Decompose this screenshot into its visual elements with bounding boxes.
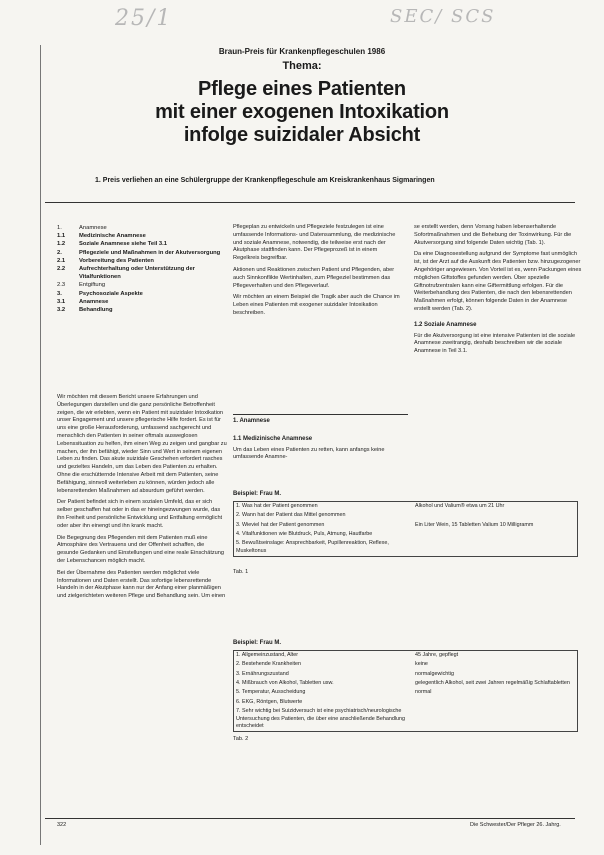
table-row: 6. EKG, Röntgen, Blutwerte bbox=[236, 698, 303, 705]
table-label: Tab. 1 bbox=[233, 569, 249, 576]
toc-item: 1. Anamnese bbox=[57, 225, 107, 231]
title-line-1: Pflege eines Patienten bbox=[198, 78, 406, 100]
section-heading: 1.2 Soziale Anamnese bbox=[414, 321, 477, 328]
toc-item: 3. Psychosoziale Aspekte bbox=[57, 290, 143, 297]
column-3-body bbox=[414, 224, 584, 360]
paragraph: Wir möchten mit diesem Bericht unsere Erfahrungen und Überlegungen darstellen und die ganz persönliche Betroffenheit zeigen, die wir erlebten, wenn ein Patient mit suizidaler Intoxikation unser Engagement und unsere pflegerische Hilfe fordert. Es ist für uns eine große Herausforderung, umfassend sachgerecht und menschlich den Patienten in seiner oftmals ausweglosen Lebenssituation zu helfen, ihm einen Weg zu zeigen und gangbar zu machen, der ihn befähigt, wieder Sinn und Wert in seinem eigenen Leben zu finden. Das akute suizidale Geschehen erfordert rasches und gezieltes Handeln, um das Leben des Patienten zu erhalten. Ohne die erschütternde Intensive Arbeit mit dem Patienten, seine Befähigung, sinnvoll weiterleben zu können, würden jedoch alle lebensrettenden Maßnahmen ad absurdum geführt werden. bbox=[57, 394, 227, 494]
table-row: 4. Vitalfunktionen wie Blutdruck, Puls, Atmung, Hautfarbe bbox=[236, 531, 373, 538]
table-row: 2. Wann hat der Patient das Mittel genommen bbox=[236, 512, 346, 519]
table-row: 1. Was hat der Patient genommen Alkohol und Valium® etwa um 21 Uhr bbox=[236, 502, 505, 509]
toc-item: 2.1 Vorbereitung des Patienten bbox=[57, 257, 154, 264]
section-1-block bbox=[233, 418, 408, 466]
table-1 bbox=[233, 491, 578, 577]
toc-item: 2.2 Aufrechterhaltung oder Unterstützung der Vitalfunktionen bbox=[57, 266, 195, 281]
paragraph: Die Begegnung des Pflegenden mit dem Patienten muß eine Atmosphäre des Vertrauens und der Offenheit schaffen, die gesunde Gedanken und Einstellungen und eine reale Einschätzung der Lebenschancen möglich macht. bbox=[57, 534, 225, 564]
toc-item: 3.2 Behandlung bbox=[57, 307, 113, 314]
toc-item: 3.1 Anamnese bbox=[57, 298, 109, 305]
paragraph: Für die Akutversorgung ist eine intensive Patienten ist die soziale Anamnese zweitrangig, deshalb beschreiben wir die soziale Anamnese in Teil 3.1. bbox=[414, 332, 576, 355]
column-2-body bbox=[233, 224, 403, 322]
handwritten-note-right: SEC/ SCS bbox=[390, 6, 496, 27]
table-row: 3. Wieviel hat der Patient genommen Ein Liter Wein, 15 Tabletten Valium 10 Milligramm bbox=[236, 521, 534, 528]
prize-line: Braun-Preis für Krankenpflegeschulen 1986 bbox=[218, 47, 386, 56]
toc-item: 1.2 Soziale Anamnese siehe Teil 3.1 bbox=[57, 241, 167, 248]
header-rule bbox=[45, 202, 575, 203]
journal-name: Die Schwester/Der Pfleger 26. Jahrg. bbox=[470, 822, 561, 828]
paragraph: se erstellt werden, denn Vorrang haben lebenserhaltende Sofortmaßnahmen und die Behebung der Toxinwirkung. Für die Akutversorgung sind folgende Daten wichtig (Tab. 1). bbox=[414, 224, 572, 246]
page-number: 322 bbox=[57, 822, 67, 828]
paragraph: Wir möchten an einem Beispiel die Tragik aber auch die Chance im Leben eines Patienten mit exogener suizidaler Intoxikation beschreiben. bbox=[233, 294, 400, 316]
table-of-contents bbox=[57, 224, 227, 314]
table-row: 2. Bestehende Krankheiten keine bbox=[236, 661, 428, 668]
table-row: 7. Sehr wichtig bei Suizidversuch ist eine psychiatrisch/neurologische Untersuchung des Patienten, die über eine anschließende Behandlung entscheidet bbox=[236, 708, 406, 730]
table-row: 1. Allgemeinzustand, Alter 45 Jahre, gepflegt bbox=[236, 651, 459, 658]
toc-item: 2.3 Entgiftung bbox=[57, 282, 106, 289]
title-line-3: infolge suizidaler Absicht bbox=[183, 124, 421, 146]
data-table bbox=[234, 651, 577, 732]
table-caption: Beispiel: Frau M. bbox=[233, 491, 282, 497]
subtitle: 1. Preis verliehen an eine Schülergruppe der Krankenpflegeschule am Kreiskrankenhaus Sigmaringen bbox=[95, 177, 435, 184]
column-1-body bbox=[57, 394, 227, 605]
paragraph: Bei der Übernahme des Patienten werden möglichst viele Informationen und Daten erstellt. Das sofortige lebensrettende Handeln in der Akutphase kann nur der Anfang einer planmäßigen und zielgerichteten weiteren Pflege und Behandlung sein. Um einen bbox=[57, 569, 226, 600]
section-heading: 1.1 Medizinische Anamnese bbox=[233, 435, 313, 442]
table-box bbox=[233, 501, 578, 557]
table-caption: Beispiel: Frau M. bbox=[233, 640, 282, 646]
section-rule bbox=[233, 414, 408, 415]
article-header bbox=[0, 45, 604, 147]
article-title bbox=[0, 78, 604, 147]
footer-rule bbox=[45, 818, 575, 819]
data-table bbox=[234, 502, 577, 556]
paragraph: Der Patient befindet sich in einem sozialen Umfeld, das er sich selber geschaffen hat oder in das er hineingezwungen wurde, das ihn Freiheit und persönliche Entwicklung und Entfaltung ermöglicht oder aber ihn einengt und ihn krank macht. bbox=[57, 499, 223, 529]
section-heading: 1. Anamnese bbox=[233, 418, 270, 424]
table-label: Tab. 2 bbox=[233, 736, 249, 743]
table-box bbox=[233, 650, 578, 733]
toc-item: 2. Pflegeziele und Maßnahmen in der Akutversorgung bbox=[57, 249, 221, 256]
paragraph: Pflegeplan zu entwickeln und Pflegeziele festzulegen ist eine umfassende Informations- und Datensammlung, die medizinische und soziale Anamnese, notwendig, die teilweise erst nach der Akutphase stattfinden kann. Der Pflegeprozeß ist in einem Regelkreis begreifbar. bbox=[233, 224, 396, 262]
title-line-2: mit einer exogenen Intoxikation bbox=[155, 101, 449, 123]
table-row: 5. Temperatur, Ausscheidung normal bbox=[236, 689, 432, 696]
table-row: 4. Mißbrauch von Alkohol, Tabletten usw. gelegentlich Alkohol, seit zwei Jahren regelmäßig Schlaftabletten bbox=[236, 680, 570, 687]
thema-label: Thema: bbox=[282, 60, 322, 72]
handwritten-note-left: 25/1 bbox=[115, 6, 173, 31]
paragraph: Aktionen und Reaktionen zwischen Patient und Pflegenden, aber auch Sinnkonflikte Wertinhalten, zum Pflegeziel bestimmen das Pflegeverhalten und den Pflegeverlauf. bbox=[233, 266, 395, 289]
paragraph: Um das Leben eines Patienten zu retten, kann anfangs keine umfassende Anamne- bbox=[233, 446, 385, 461]
toc-item: 1.1 Medizinische Anamnese bbox=[57, 233, 146, 240]
table-2 bbox=[233, 640, 578, 744]
paragraph: Da eine Diagnosestellung aufgrund der Symptome fast unmöglich ist, ist der Arzt auf die Auskunft des Patienten bzw. hinzugezogener Angehöriger angewiesen. Von Vorteil ist es, wenn Packungen eines möglichen Giftstoffes gefunden werden. Über spezielle Giftnotrufzentralen kann eine Giftermittlung erfolgen. Für die Weiterbehandlung des Patienten, die nach den lebensrettenden Maßnahmen erfolgt, können folgende Daten in der Anamnese erstellt werden (Tab. 2). bbox=[414, 251, 582, 312]
table-row: 3. Ernährungszustand normalgewichtig bbox=[236, 670, 454, 677]
table-row: 5. Bewußtseinslage: Ansprechbarkeit, Pupillenreaktion, Reflexe, Muskeltonus bbox=[236, 540, 389, 554]
